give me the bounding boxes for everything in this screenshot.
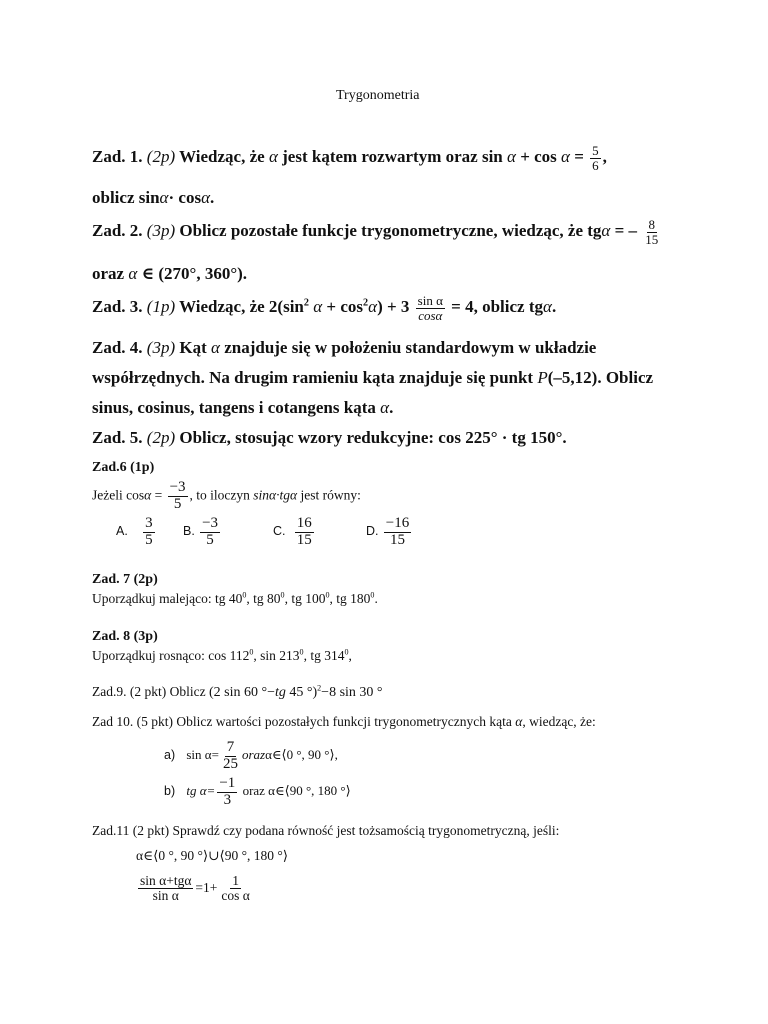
task-10-a-end: ,	[334, 747, 338, 763]
task-8-b: , tg 314	[303, 648, 345, 663]
task-2-line2a: oraz	[92, 264, 125, 283]
task-10-text2: , wiedząc, że:	[522, 714, 596, 729]
task-10	[92, 714, 596, 730]
option-d	[366, 516, 413, 549]
task-10-b-range: oraz α∈⟨90 °, 180 °⟩	[242, 783, 351, 799]
fraction-numerator: 5	[592, 143, 599, 158]
alpha-symbol: α	[201, 188, 211, 207]
task-9-expr1: (2 sin 60 °−	[208, 685, 275, 700]
task-7-end: .	[374, 591, 378, 606]
fraction-numerator: 1	[232, 873, 239, 888]
task-10-b	[164, 776, 351, 809]
task-11-identity	[136, 874, 254, 903]
fraction-denominator: 5	[173, 495, 182, 512]
alpha-symbol: α	[144, 487, 152, 503]
option-letter: A.	[116, 524, 128, 539]
task-3	[92, 294, 556, 322]
fraction-8-15	[643, 218, 660, 246]
task-2-line2b: ∈ (270°, 360°).	[141, 264, 248, 283]
square-exponent: 2	[317, 683, 322, 693]
task-10-a-oraz: oraz	[241, 747, 266, 763]
task-7-text: Uporządkuj malejąco: tg 40	[92, 591, 243, 606]
task-2-line2	[92, 264, 247, 284]
task-3-points: (1p)	[146, 297, 176, 317]
task-1-text2: jest kątem rozwartym oraz sin	[282, 147, 503, 167]
option-c	[273, 516, 316, 549]
fraction-denominator: 15	[389, 531, 405, 548]
degree-exponent: 0	[344, 647, 349, 657]
task-6-text3: jest równy:	[300, 487, 361, 503]
task-4-label: Zad. 4.	[92, 338, 143, 357]
task-1-text: Wiedząc, że	[179, 147, 265, 167]
option-letter: C.	[273, 524, 286, 539]
task-1-label: Zad. 1.	[92, 147, 143, 167]
task-6	[92, 480, 361, 513]
alpha-symbol: α	[313, 297, 323, 317]
option-fraction	[143, 516, 155, 549]
task-3-end: .	[551, 297, 557, 317]
fraction-numerator: −16	[385, 515, 410, 531]
fraction-numerator: sin α	[417, 293, 443, 308]
fraction-denominator: 3	[223, 791, 232, 808]
task-9-expr2: 45 °)	[285, 685, 318, 700]
alpha-symbol: α	[268, 147, 278, 167]
fraction-numerator: 16	[296, 515, 312, 531]
task-10-a-lhs: sin α=	[186, 747, 219, 763]
alpha-symbol: α	[159, 188, 169, 207]
task-11-domain: α∈⟨0 °, 90 °⟩∪⟨90 °, 180 °⟩	[136, 848, 289, 863]
task-1	[92, 144, 607, 172]
task-2-text: Oblicz pozostałe funkcje trygonometryczne, wiedząc, że tg	[179, 221, 602, 241]
alpha-symbol: α	[507, 147, 516, 167]
option-letter: B.	[183, 524, 195, 539]
task-2-eq: = –	[614, 221, 638, 241]
task-3-dot: .	[138, 297, 143, 317]
identity-middle: =1+	[195, 879, 218, 895]
fraction-denominator: 25	[222, 755, 238, 772]
subtask-letter: b)	[164, 784, 176, 799]
alpha-symbol: α	[368, 297, 378, 317]
fraction-numerator: −1	[219, 775, 236, 791]
task-5	[92, 428, 567, 448]
task-4	[92, 338, 596, 358]
task-4-points: (3p)	[146, 338, 176, 357]
task-1-eq: =	[574, 147, 584, 167]
option-a	[116, 516, 157, 549]
task-1-plus: + cos	[520, 147, 557, 167]
page-title: Trygonometria	[336, 88, 420, 103]
task-8-label: Zad. 8 (3p)	[92, 629, 158, 644]
fraction-minus-3-5	[168, 480, 188, 513]
task-1-dot: · cos	[168, 188, 202, 207]
task-4-end: .	[389, 398, 394, 417]
task-1-line2-text: oblicz sin	[92, 188, 160, 207]
task-5-label: Zad. 5.	[92, 428, 143, 447]
task-8	[92, 648, 352, 664]
degree-exponent: 0	[242, 590, 247, 600]
task-3-text: Wiedząc, że 2(sin	[179, 297, 304, 317]
degree-exponent: 0	[280, 590, 285, 600]
task-7-label: Zad. 7 (2p)	[92, 572, 158, 587]
task-4-line1b: znajduje się w położeniu standardowym w układzie	[224, 338, 597, 357]
point-p: P	[537, 368, 548, 387]
identity-rhs-fraction	[219, 874, 251, 903]
fraction-numerator: −3	[202, 515, 219, 531]
task-7-b: , tg 100	[284, 591, 326, 606]
task-9-expr3: −8 sin 30 °	[321, 685, 383, 700]
fraction-5-6	[590, 144, 601, 172]
alpha-symbol: α	[515, 714, 523, 729]
task-1-points: (2p)	[146, 147, 176, 167]
task-9-tg: tg	[274, 685, 286, 700]
option-fraction	[295, 516, 314, 549]
fraction-numerator: sin α+tgα	[140, 873, 192, 888]
task-6-text2: , to iloczyn	[189, 487, 250, 503]
task-9	[92, 684, 383, 701]
fraction-denominator: cosα	[418, 307, 443, 323]
task-2-points: (3p)	[146, 221, 176, 241]
degree-exponent: 0	[325, 590, 330, 600]
identity-lhs-fraction	[138, 874, 193, 903]
subtask-letter: a)	[164, 748, 176, 763]
task-6-eq: =	[154, 487, 163, 503]
task-3-rest: = 4, oblicz tg	[451, 297, 543, 317]
fraction-7-25	[221, 740, 240, 773]
task-10-b-lhs: tg α=	[186, 783, 216, 799]
fraction-numerator: 7	[226, 739, 235, 755]
fraction-numerator: 3	[145, 515, 153, 531]
task-4-line3	[92, 398, 393, 418]
task-1-comma: ,	[602, 147, 607, 167]
alpha-symbol: α	[128, 264, 138, 283]
option-letter: D.	[366, 524, 379, 539]
alpha-symbol: α	[601, 221, 611, 241]
task-10-text: Zad 10. (5 pkt) Oblicz wartości pozostałych funkcji trygonometrycznych kąta	[92, 714, 512, 729]
degree-exponent: 0	[299, 647, 304, 657]
fraction-numerator: 8	[648, 217, 656, 232]
square-exponent: 2	[363, 297, 369, 309]
option-fraction	[200, 516, 220, 549]
task-4-line3-text: sinus, cosinus, tangens i cotangens kąta	[92, 398, 376, 417]
task-3-label: Zad. 3	[92, 297, 139, 317]
task-7-a: , tg 80	[246, 591, 281, 606]
task-8-text: Uporządkuj rosnąco: cos 112	[92, 648, 250, 663]
task-5-text: Oblicz, stosując wzory redukcyjne: cos 225° · tg 150°.	[179, 428, 567, 447]
fraction-denominator: 6	[592, 157, 599, 173]
task-6-expression: sinα·tgα	[253, 487, 298, 503]
task-4-line2	[92, 368, 653, 388]
fraction-sin-cos	[416, 294, 445, 322]
alpha-symbol: α	[380, 398, 390, 417]
task-4-line1a: Kąt	[179, 338, 207, 357]
fraction-denominator: cos α	[221, 888, 250, 904]
task-3-plus: + cos	[326, 297, 364, 317]
fraction-denominator: 15	[296, 531, 312, 548]
task-2	[92, 218, 662, 246]
fraction-minus-1-3	[217, 776, 237, 809]
task-7-c: , tg 180	[329, 591, 371, 606]
fraction-denominator: 15	[645, 231, 659, 247]
task-1-end: .	[210, 188, 215, 207]
task-7	[92, 591, 378, 607]
square-exponent: 2	[303, 297, 309, 309]
task-8-end: ,	[348, 648, 352, 663]
task-2-label: Zad. 2.	[92, 221, 143, 241]
fraction-numerator: −3	[169, 479, 186, 495]
fraction-denominator: 5	[145, 531, 153, 548]
degree-exponent: 0	[249, 647, 254, 657]
task-4-line2a: współrzędnych. Na drugim ramieniu kąta znajduje się punkt	[92, 368, 534, 387]
task-6-text1: Jeżeli cos	[92, 487, 145, 503]
task-1-line2	[92, 188, 214, 208]
task-9-text: Zad.9. (2 pkt) Oblicz	[92, 684, 206, 699]
fraction-denominator: sin α	[152, 888, 179, 904]
task-11: Zad.11 (2 pkt) Sprawdź czy podana równość jest tożsamością trygonometryczną, jeśli:	[92, 823, 560, 838]
task-8-a: , sin 213	[253, 648, 300, 663]
option-b	[183, 516, 222, 549]
task-10-a	[164, 740, 338, 773]
alpha-symbol: α	[543, 297, 552, 317]
task-5-points: (2p)	[146, 428, 176, 447]
option-fraction	[384, 516, 411, 549]
task-10-a-range: α∈⟨0 °, 90 °⟩	[265, 747, 335, 763]
fraction-denominator: 5	[206, 531, 214, 548]
alpha-symbol: α	[211, 338, 220, 357]
degree-exponent: 0	[370, 590, 375, 600]
alpha-symbol: α	[561, 147, 570, 167]
task-6-label: Zad.6 (1p)	[92, 460, 155, 475]
task-4-line2b: (–5,12). Oblicz	[547, 368, 654, 387]
task-3-close: ) + 3	[377, 297, 410, 317]
